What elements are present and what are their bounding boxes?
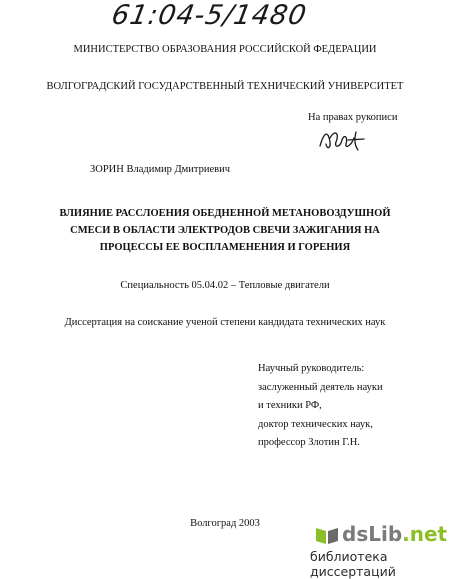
watermark-logo-main: dsLib xyxy=(342,522,403,546)
university-header: ВОЛГОГРАДСКИЙ ГОСУДАРСТВЕННЫЙ ТЕХНИЧЕСКИЙ УНИВЕРСИТЕТ xyxy=(46,81,404,92)
author-name: ЗОРИН Владимир Дмитриевич xyxy=(90,164,231,175)
supervisor-line: профессор Злотин Г.Н. xyxy=(258,437,360,448)
supervisor-line: Научный руководитель: xyxy=(258,363,365,374)
manuscript-rights: На правах рукописи xyxy=(308,112,398,123)
supervisor-line: и техники РФ, xyxy=(258,400,322,411)
title-line: СМЕСИ В ОБЛАСТИ ЭЛЕКТРОДОВ СВЕЧИ ЗАЖИГАНИЯ НА xyxy=(70,225,380,236)
handwritten-number: 61:04-5/1480 xyxy=(109,0,310,31)
book-logo-icon xyxy=(314,524,340,546)
watermark-logo xyxy=(342,522,447,546)
watermark-logo-suffix: .net xyxy=(402,522,448,546)
specialty: Специальность 05.04.02 – Тепловые двигатели xyxy=(120,280,330,291)
title-line: ВЛИЯНИЕ РАССЛОЕНИЯ ОБЕДНЕННОЙ МЕТАНОВОЗДУШНОЙ xyxy=(59,208,391,219)
signature-image xyxy=(318,128,366,154)
supervisor-line: доктор технических наук, xyxy=(258,419,373,430)
supervisor-line: заслуженный деятель науки xyxy=(258,382,383,393)
dissertation-title xyxy=(40,205,410,256)
degree-statement: Диссертация на соискание ученой степени кандидата технических наук xyxy=(64,317,386,328)
city-year: Волгоград 2003 xyxy=(190,518,260,529)
title-line: ПРОЦЕССЫ ЕЕ ВОСПЛАМЕНЕНИЯ И ГОРЕНИЯ xyxy=(99,242,351,253)
watermark-caption: библиотека диссертаций xyxy=(310,549,396,579)
ministry-header: МИНИСТЕРСТВО ОБРАЗОВАНИЯ РОССИЙСКОЙ ФЕДЕРАЦИИ xyxy=(73,44,377,55)
